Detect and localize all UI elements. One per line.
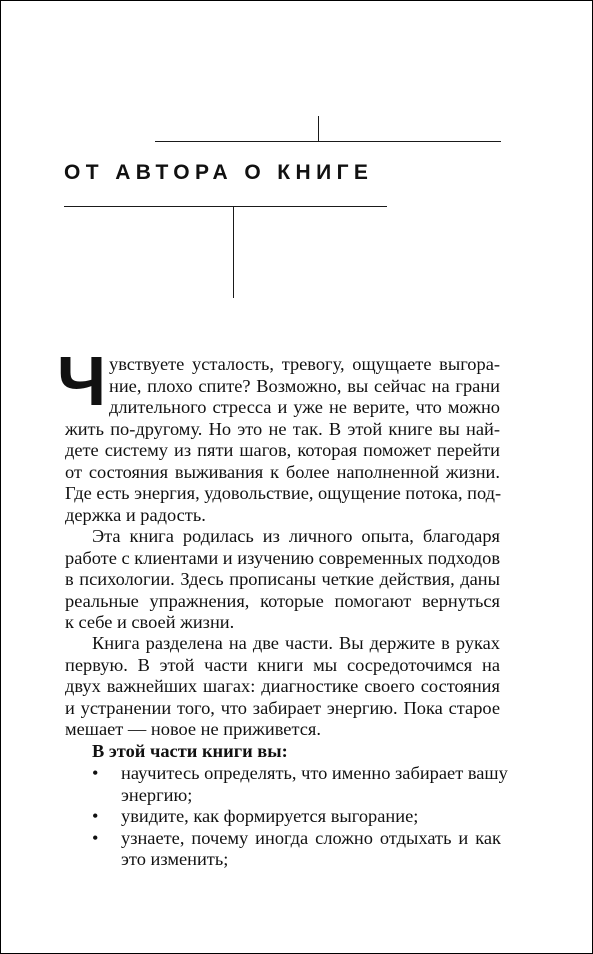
bullet-icon: •: [92, 763, 99, 783]
text-line: жить по-другому. Но это не так. В этой книге вы най-: [65, 418, 500, 439]
text-line: и устранении того, что забирает энергию. Пока старое: [65, 697, 500, 718]
paragraph-intro: [65, 354, 500, 526]
text-line: дете систему из пяти шагов, которая поможет перейти: [65, 440, 500, 460]
list-item-text: энергию;: [121, 784, 193, 805]
bullet-icon: •: [92, 806, 99, 826]
text-line: двух важнейших шагах: диагностике своего состояния: [65, 676, 500, 696]
list-item-text: узнаете, почему иногда сложно отдыхать и как: [121, 827, 501, 848]
paragraph-structure: [65, 633, 500, 741]
text-line: держка и радость.: [65, 504, 206, 525]
bottom-rule-horizontal: [64, 206, 387, 207]
text-line: первую. В этой части книги мы сосредоточимся на: [65, 654, 500, 675]
text-line: длительного стресса и уже не верите, что можно: [109, 397, 500, 417]
list-item-text: научитесь определять, что именно забирает вашу: [121, 763, 508, 783]
text-line: увствуете усталость, тревогу, ощущаете выгора-: [109, 354, 500, 374]
text-line: ние, плохо спите? Возможно, вы сейчас на грани: [109, 375, 500, 396]
text-line: от состояния выживания к более наполненной жизни.: [65, 461, 500, 482]
list-item: [92, 806, 501, 828]
list-item: [92, 763, 508, 806]
list-item-text: это изменить;: [121, 849, 229, 869]
top-rule-horizontal: [155, 141, 501, 142]
list-item-text: увидите, как формируется выгорание;: [121, 806, 419, 826]
list-item: [92, 828, 501, 871]
top-rule-vertical: [318, 116, 319, 142]
list-heading: В этой части книги вы:: [92, 741, 288, 761]
text-line: работе с клиентами и изучению современных подходов: [65, 547, 500, 568]
bottom-rule-vertical: [233, 206, 234, 298]
text-line: к себе и своей жизни.: [65, 612, 235, 632]
text-line: в психологии. Здесь прописаны четкие действия, даны: [65, 569, 500, 589]
text-line: Эта книга родилась из личного опыта, благодаря: [92, 526, 500, 546]
drop-cap-letter: Ч: [57, 342, 107, 420]
bullet-icon: •: [92, 827, 99, 848]
text-line: Книга разделена на две части. Вы держите в руках: [92, 633, 500, 653]
bullet-list: [92, 763, 508, 871]
paragraph-origin: [65, 526, 500, 634]
text-line: реальные упражнения, которые помогают вернуться: [65, 590, 500, 611]
text-line: Где есть энергия, удовольствие, ощущение потока, под-: [65, 483, 502, 503]
text-line: мешает — новое не приживется.: [65, 719, 321, 739]
chapter-heading: ОТ АВТОРА О КНИГЕ: [64, 161, 374, 184]
